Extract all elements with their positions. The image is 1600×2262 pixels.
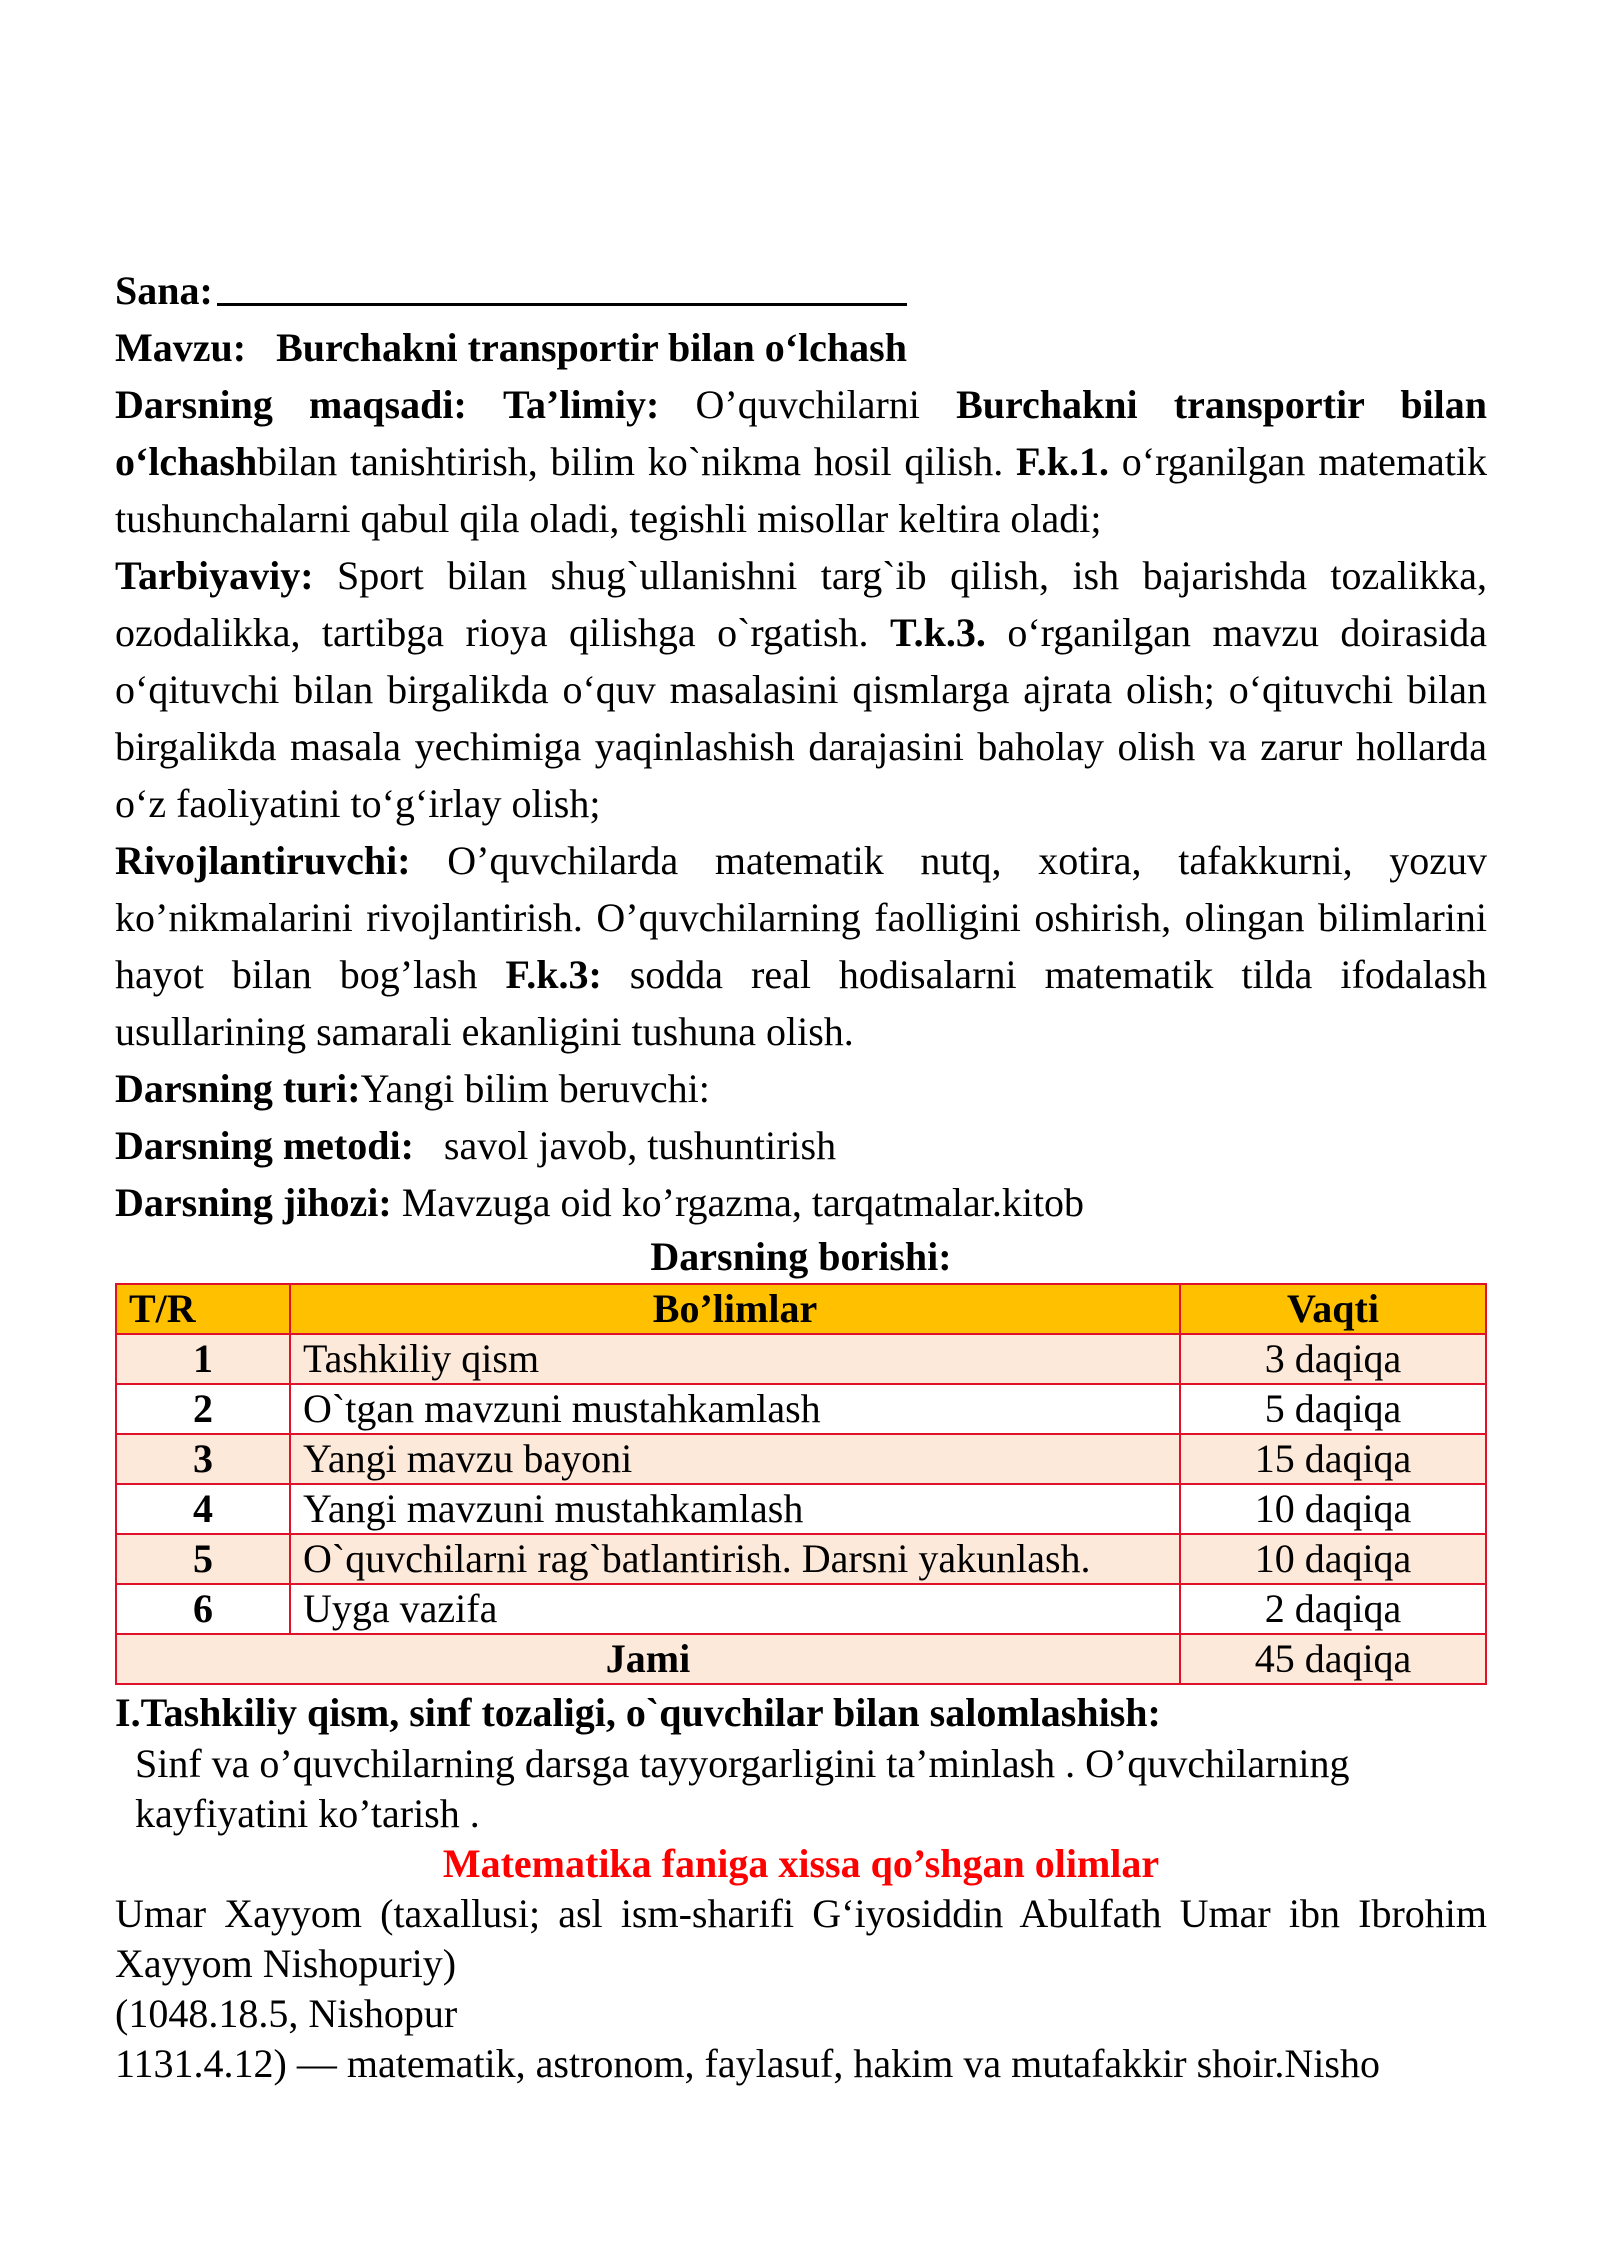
tarbiyaviy-text: Sport bilan shug`ullanishni targ`ib qilish, ish bajarishda tozalikka, ozodalikka, tartibga rioya qilishga o`rgatish. (115, 553, 1488, 655)
table-row (116, 1484, 1486, 1534)
row-time: 15 daqiqa (1180, 1434, 1486, 1484)
mavzu-label: Mavzu: (115, 325, 247, 370)
tashkiliy-text: Sinf va o’quvchilarning darsga tayyorgarligini ta’minlash . O’quvchilarning kayfiyatini ko’tarish . (135, 1741, 1350, 1836)
jihozi-label: Darsning jihozi: (115, 1180, 392, 1225)
row-time: 5 daqiqa (1180, 1384, 1486, 1434)
header-vaqti: Vaqti (1180, 1284, 1486, 1334)
talimiy-topic: Burchakni transportir bilan o‘lchash (115, 382, 1488, 484)
metodi-row (115, 1117, 1487, 1174)
row-number: 6 (116, 1584, 290, 1634)
row-section: O`tgan mavzuni mustahkamlash (290, 1384, 1180, 1434)
row-section: Uyga vazifa (290, 1584, 1180, 1634)
table-row (116, 1584, 1486, 1634)
table-total-row (116, 1634, 1486, 1684)
olimlar-line-2: (1048.18.5, Nishopur (115, 1991, 458, 2036)
total-time: 45 daqiqa (1180, 1634, 1486, 1684)
row-time: 3 daqiqa (1180, 1334, 1486, 1384)
row-number: 4 (116, 1484, 290, 1534)
turi-row (115, 1060, 1487, 1117)
talimiy-post: bilan tanishtirish, bilim ko`nikma hosil qilish. (257, 439, 1004, 484)
tarbiyaviy-label: Tarbiyaviy: (115, 553, 314, 598)
rivojlantiruvchi-paragraph (115, 832, 1487, 1060)
fk3-text: sodda real hodisalarni matematik tilda ifodalash usullarining samarali ekanligini tushuna olish. (115, 952, 1488, 1054)
fk1-label: F.k.1. (1016, 439, 1110, 484)
olimlar-line-1: Umar Xayyom (taxallusi; asl ism-sharifi G‘iyosiddin Abulfath Umar ibn Ibrohim Xayyom Nishopuriy) (115, 1891, 1487, 1986)
row-section: Tashkiliy qism (290, 1334, 1180, 1384)
tarbiyaviy-paragraph (115, 547, 1487, 832)
talimiy-pre: O’quvchilarni (695, 382, 920, 427)
olimlar-line-3: 1131.4.12) — matematik, astronom, faylasuf, hakim va mutafakkir shoir.Nisho (115, 2041, 1380, 2086)
sana-blank-line (217, 265, 907, 306)
fk3-label: F.k.3: (505, 952, 602, 997)
olimlar-title: Matematika faniga xissa qo’shgan olimlar (442, 1841, 1160, 1886)
sana-row (115, 262, 1487, 319)
maqsad-label: Darsning maqsadi: (115, 382, 467, 427)
row-time: 10 daqiqa (1180, 1534, 1486, 1584)
turi-label: Darsning turi: (115, 1066, 361, 1111)
table-row (116, 1384, 1486, 1434)
row-time: 2 daqiqa (1180, 1584, 1486, 1634)
row-number: 5 (116, 1534, 290, 1584)
mavzu-value: Burchakni transportir bilan o‘lchash (276, 325, 907, 370)
table-header-row (116, 1284, 1486, 1334)
talimiy-label: Ta’limiy: (503, 382, 660, 427)
table-row (116, 1334, 1486, 1384)
tk3-label: T.k.3. (889, 610, 986, 655)
sana-label: Sana: (115, 268, 213, 313)
rivoj-label: Rivojlantiruvchi: (115, 838, 411, 883)
row-section: Yangi mavzuni mustahkamlash (290, 1484, 1180, 1534)
tk3-text: o‘rganilgan mavzu doirasida o‘qituvchi bilan birgalikda o‘quv masalasini qismlarga ajrata olish; o‘qituvchi bilan birgalikda masala yechimiga yaqinlashish darajasini baholay olish va zarur hollarda o‘z faoliyatini to‘g‘irlay olish; (115, 610, 1488, 826)
jihozi-value: Mavzuga oid ko’rgazma, tarqatmalar.kitob (401, 1180, 1085, 1225)
metodi-label: Darsning metodi: (115, 1123, 414, 1168)
total-label: Jami (116, 1634, 1180, 1684)
metodi-value: savol javob, tushuntirish (443, 1123, 837, 1168)
turi-value: Yangi bilim beruvchi: (360, 1066, 710, 1111)
mavzu-row (115, 319, 1487, 376)
row-section: Yangi mavzu bayoni (290, 1434, 1180, 1484)
lesson-plan-content (115, 262, 1487, 2089)
tashkiliy-heading: I.Tashkiliy qism, sinf tozaligi, o`quvchilar bilan salomlashish: (115, 1690, 1161, 1735)
talimiy-paragraph (115, 376, 1487, 547)
jihozi-row (115, 1174, 1487, 1231)
table-row (116, 1434, 1486, 1484)
lesson-plan-table (115, 1283, 1487, 1685)
table-row (116, 1534, 1486, 1584)
plan-title: Darsning borishi: (650, 1234, 952, 1279)
header-tr: T/R (116, 1284, 290, 1334)
row-number: 1 (116, 1334, 290, 1384)
row-time: 10 daqiqa (1180, 1484, 1486, 1534)
header-bolimlar: Bo’limlar (290, 1284, 1180, 1334)
fk1-text: o‘rganilgan matematik tushunchalarni qabul qila oladi, tegishli misollar keltira oladi; (115, 439, 1488, 541)
row-section: O`quvchilarni rag`batlantirish. Darsni yakunlash. (290, 1534, 1180, 1584)
row-number: 3 (116, 1434, 290, 1484)
rivoj-text: O’quvchilarda matematik nutq, xotira, tafakkurni, yozuv ko’nikmalarini rivojlantirish. O’quvchilarning faolligini oshirish, olingan bilimlarini hayot bilan bog’lash (115, 838, 1488, 997)
row-number: 2 (116, 1384, 290, 1434)
